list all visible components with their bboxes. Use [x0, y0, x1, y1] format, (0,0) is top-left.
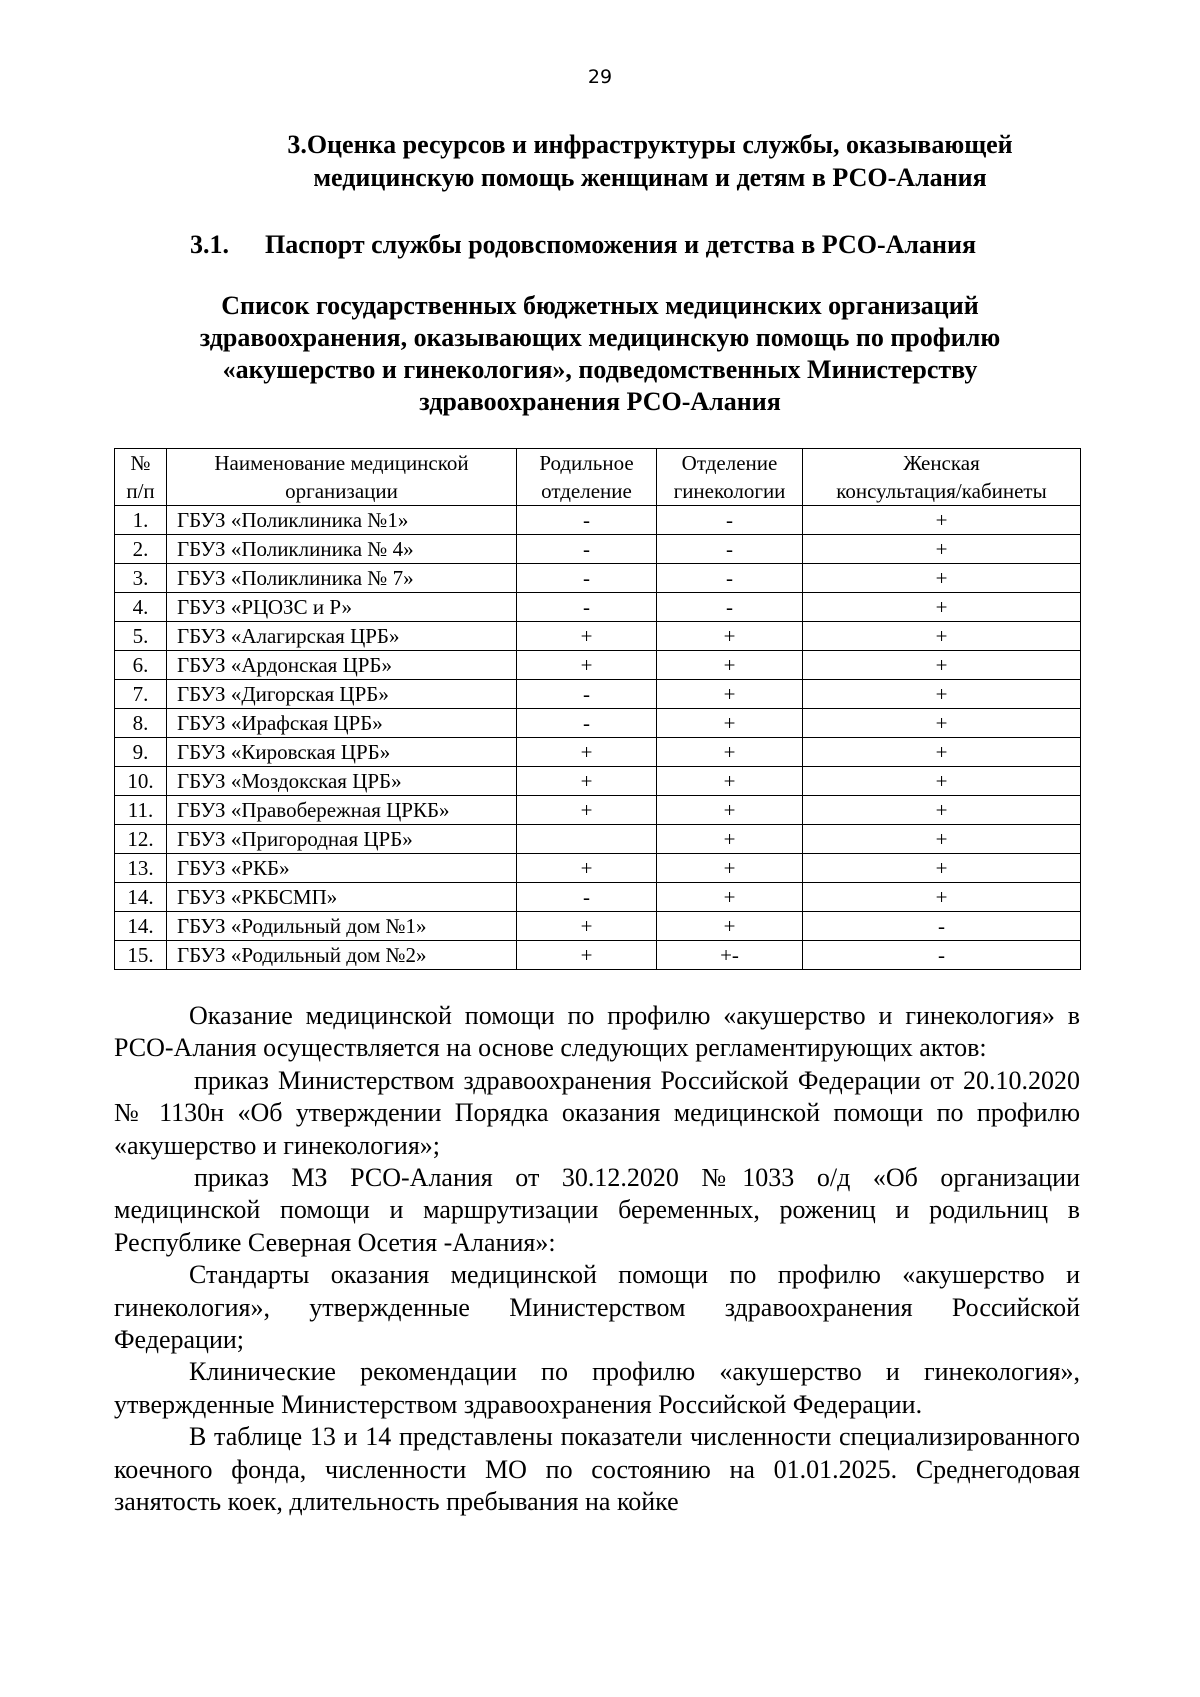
table-row	[115, 535, 1081, 564]
row-org-name: ГБУЗ «Поликлиника №1»	[167, 506, 517, 535]
row-gynecology: +	[657, 796, 803, 825]
table-row	[115, 912, 1081, 941]
row-org-name: ГБУЗ «Поликлиника № 4»	[167, 535, 517, 564]
row-maternity: +	[517, 796, 657, 825]
header-number-line2: п/п	[126, 479, 155, 503]
row-consultation: +	[803, 738, 1081, 767]
header-maternity	[517, 449, 657, 506]
list-heading-line3: «акушерство и гинекология», подведомственных Министерству	[222, 355, 978, 384]
table-row	[115, 622, 1081, 651]
row-number: 12.	[115, 825, 167, 854]
row-gynecology: +	[657, 651, 803, 680]
table-row	[115, 680, 1081, 709]
header-name-line2: организации	[285, 479, 398, 503]
row-gynecology: +	[657, 825, 803, 854]
row-gynecology: +	[657, 912, 803, 941]
row-org-name: ГБУЗ «Правобережная ЦРКБ»	[167, 796, 517, 825]
row-number: 14.	[115, 912, 167, 941]
row-consultation: +	[803, 506, 1081, 535]
row-maternity: +	[517, 941, 657, 970]
row-number: 7.	[115, 680, 167, 709]
header-consultation	[803, 449, 1081, 506]
row-gynecology: +	[657, 680, 803, 709]
subsection-title: Паспорт службы родовспоможения и детства в РСО-Алания	[265, 230, 977, 259]
row-org-name: ГБУЗ «Алагирская ЦРБ»	[167, 622, 517, 651]
header-consultation-line1: Женская	[903, 451, 980, 475]
row-consultation: +	[803, 825, 1081, 854]
row-number: 5.	[115, 622, 167, 651]
row-maternity: +	[517, 767, 657, 796]
body-paragraph: Оказание медицинской помощи по профилю «акушерство и гинекология» в РСО-Алания осуществляется на основе следующих регламентирующих актов:	[114, 1001, 1080, 1063]
row-number: 9.	[115, 738, 167, 767]
header-name	[167, 449, 517, 506]
table-row	[115, 709, 1081, 738]
table-row	[115, 941, 1081, 970]
row-gynecology: +-	[657, 941, 803, 970]
row-number: 1.	[115, 506, 167, 535]
table-row	[115, 767, 1081, 796]
section-heading	[215, 128, 1085, 194]
row-number: 10.	[115, 767, 167, 796]
body-paragraph: В таблице 13 и 14 представлены показатели численности специализированного коечного фонда, численности МО по состоянию на 01.01.2025. Среднегодовая занятость коек, длительность пребывания на койке	[114, 1422, 1080, 1517]
row-number: 14.	[115, 883, 167, 912]
row-number: 15.	[115, 941, 167, 970]
subsection-heading	[190, 228, 1090, 261]
table-row	[115, 506, 1081, 535]
row-number: 6.	[115, 651, 167, 680]
header-name-line1: Наименование медицинской	[214, 451, 469, 475]
body-paragraph: приказ Министерством здравоохранения Российской Федерации от 20.10.2020 № 1130н «Об утверждении Порядка оказания медицинской помощи по профилю «акушерство и гинекология»;	[114, 1065, 1080, 1160]
row-gynecology: -	[657, 593, 803, 622]
row-gynecology: +	[657, 854, 803, 883]
row-org-name: ГБУЗ «Дигорская ЦРБ»	[167, 680, 517, 709]
row-org-name: ГБУЗ «РКБ»	[167, 854, 517, 883]
row-org-name: ГБУЗ «Поликлиника № 7»	[167, 564, 517, 593]
header-number-line1: №	[130, 451, 151, 475]
row-maternity: +	[517, 738, 657, 767]
row-maternity: -	[517, 680, 657, 709]
row-gynecology: +	[657, 883, 803, 912]
row-maternity: -	[517, 593, 657, 622]
row-consultation: +	[803, 535, 1081, 564]
row-consultation: +	[803, 651, 1081, 680]
row-number: 4.	[115, 593, 167, 622]
row-maternity: +	[517, 912, 657, 941]
list-heading-line1: Список государственных бюджетных медицинских организаций	[221, 291, 979, 320]
row-consultation: +	[803, 709, 1081, 738]
table-row	[115, 564, 1081, 593]
row-org-name: ГБУЗ «Моздокская ЦРБ»	[167, 767, 517, 796]
row-maternity: +	[517, 854, 657, 883]
row-gynecology: +	[657, 738, 803, 767]
row-consultation: +	[803, 854, 1081, 883]
table-row	[115, 883, 1081, 912]
row-org-name: ГБУЗ «Ардонская ЦРБ»	[167, 651, 517, 680]
header-consultation-line2: консультация/кабинеты	[836, 479, 1047, 503]
list-heading-line2: здравоохранения, оказывающих медицинскую помощь по профилю	[199, 323, 1001, 352]
row-consultation: -	[803, 912, 1081, 941]
table-row	[115, 738, 1081, 767]
row-consultation: -	[803, 941, 1081, 970]
page-number: 29	[587, 66, 613, 88]
table-header-row	[115, 449, 1081, 506]
row-org-name: ГБУЗ «Пригородная ЦРБ»	[167, 825, 517, 854]
body-text	[114, 1000, 1080, 1519]
row-number: 3.	[115, 564, 167, 593]
row-number: 2.	[115, 535, 167, 564]
section-heading-line2: медицинскую помощь женщинам и детям в РСО-Алания	[313, 163, 987, 192]
subsection-number: 3.1.	[190, 230, 229, 259]
row-gynecology: +	[657, 767, 803, 796]
row-consultation: +	[803, 593, 1081, 622]
row-org-name: ГБУЗ «Кировская ЦРБ»	[167, 738, 517, 767]
row-org-name: ГБУЗ «Родильный дом №2»	[167, 941, 517, 970]
section-heading-line1: 3.Оценка ресурсов и инфраструктуры службы, оказывающей	[287, 130, 1013, 159]
header-number	[115, 449, 167, 506]
header-gynecology-line1: Отделение	[681, 451, 778, 475]
header-gynecology	[657, 449, 803, 506]
row-consultation: +	[803, 767, 1081, 796]
table-row	[115, 593, 1081, 622]
header-maternity-line2: отделение	[541, 479, 632, 503]
table-row	[115, 825, 1081, 854]
row-gynecology: -	[657, 535, 803, 564]
row-org-name: ГБУЗ «Ирафская ЦРБ»	[167, 709, 517, 738]
row-maternity: -	[517, 709, 657, 738]
row-org-name: ГБУЗ «РКБСМП»	[167, 883, 517, 912]
row-gynecology: +	[657, 709, 803, 738]
body-paragraph: Клинические рекомендации по профилю «акушерство и гинекология», утвержденные Министерством здравоохранения Российской Федерации.	[114, 1357, 1080, 1419]
row-maternity: -	[517, 535, 657, 564]
organizations-table	[114, 448, 1081, 970]
list-heading	[150, 290, 1050, 418]
row-org-name: ГБУЗ «Родильный дом №1»	[167, 912, 517, 941]
list-heading-line4: здравоохранения РСО-Алания	[419, 387, 781, 416]
row-consultation: +	[803, 680, 1081, 709]
header-gynecology-line2: гинекологии	[673, 479, 786, 503]
row-maternity: +	[517, 622, 657, 651]
row-maternity: +	[517, 651, 657, 680]
row-maternity	[517, 825, 657, 854]
row-gynecology: +	[657, 622, 803, 651]
row-gynecology: -	[657, 564, 803, 593]
row-consultation: +	[803, 622, 1081, 651]
row-maternity: -	[517, 564, 657, 593]
table-row	[115, 796, 1081, 825]
body-paragraph: Стандарты оказания медицинской помощи по профилю «акушерство и гинекология», утвержденные Министерством здравоохранения Российской Федерации;	[114, 1260, 1080, 1355]
row-gynecology: -	[657, 506, 803, 535]
row-maternity: -	[517, 883, 657, 912]
body-paragraph: приказ МЗ РСО-Алания от 30.12.2020 №1033 о/д «Об организации медицинской помощи и маршрутизации беременных, рожениц и родильниц в Республике Северная Осетия -Алания»:	[114, 1163, 1080, 1257]
header-maternity-line1: Родильное	[539, 451, 634, 475]
table-row	[115, 854, 1081, 883]
row-org-name: ГБУЗ «РЦОЗС и Р»	[167, 593, 517, 622]
row-number: 11.	[115, 796, 167, 825]
row-consultation: +	[803, 796, 1081, 825]
row-consultation: +	[803, 883, 1081, 912]
row-consultation: +	[803, 564, 1081, 593]
table-row	[115, 651, 1081, 680]
row-maternity: -	[517, 506, 657, 535]
row-number: 13.	[115, 854, 167, 883]
row-number: 8.	[115, 709, 167, 738]
